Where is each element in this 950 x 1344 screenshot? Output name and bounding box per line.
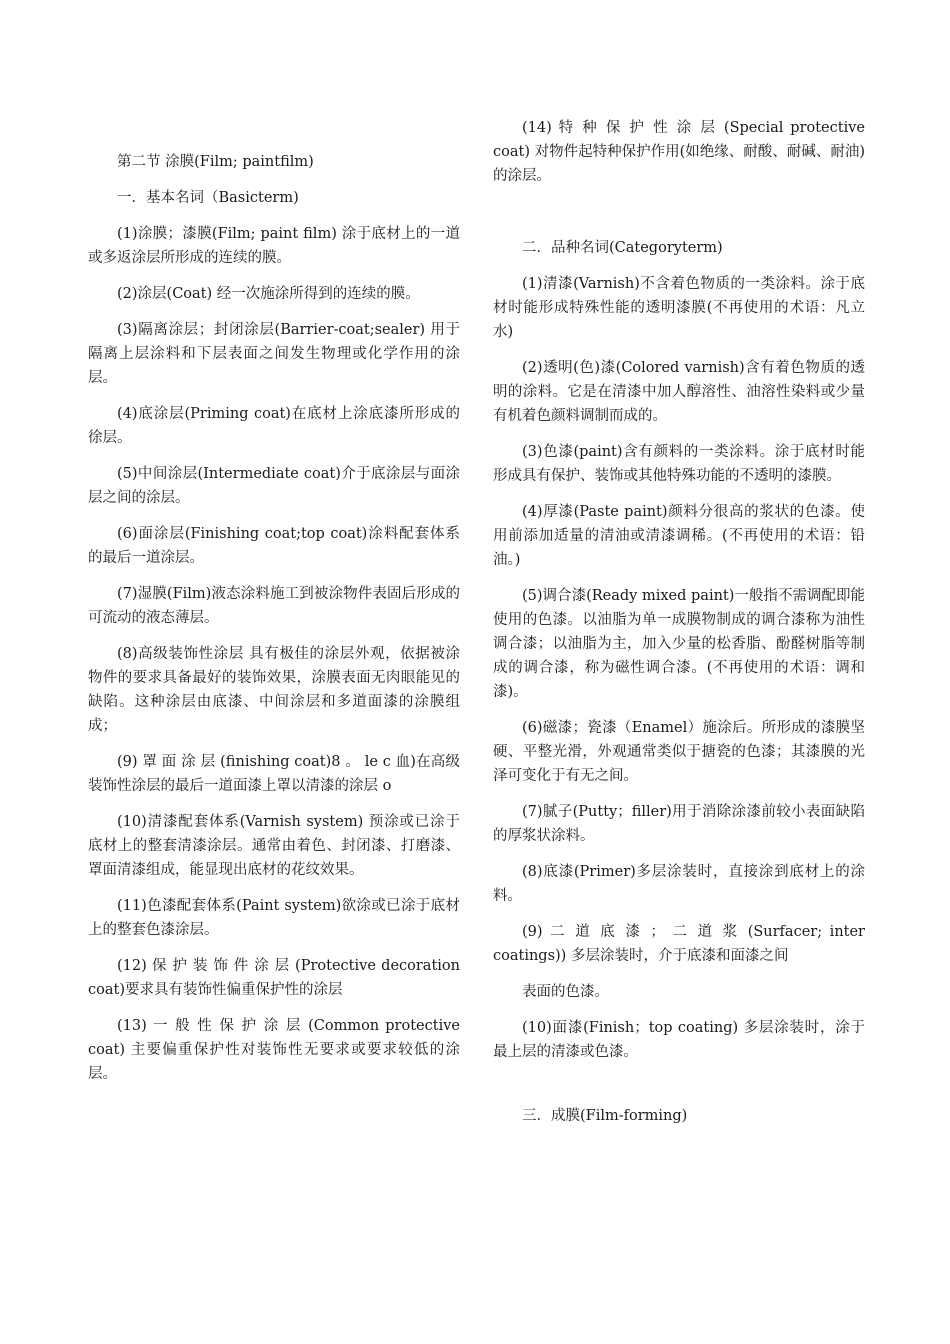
category-paragraph: (7)腻子(Putty；filler)用于消除涂漆前较小表面缺陷的厚浆状涂料。 bbox=[493, 804, 865, 844]
subsection-film-forming: 三．成膜(Film-forming) bbox=[522, 1108, 688, 1124]
category-paragraph: (2)透明(色)漆(Colored varnish)含有着色物质的透明的涂料。它是在清漆中加人醇溶性、油溶性染料或少量有机着色颜料调制而成的。 bbox=[493, 360, 865, 424]
subsection-basic-terms: 一．基本名词（Basicterm) bbox=[117, 190, 299, 206]
category-paragraph: (10)面漆(Finish；top coating) 多层涂装时，涂于最上层的清漆或色漆。 bbox=[493, 1020, 865, 1060]
term-paragraph: (2)涂层(Coat) 经一次施涂所得到的连续的膜。 bbox=[117, 286, 420, 302]
term-paragraph: (10)清漆配套体系(Varnish system) 预涂或已涂于底材上的整套清漆涂层。通常由着色、封闭漆、打磨漆、罩面清漆组成，能显现出底材的花纹效果。 bbox=[88, 814, 460, 878]
term-paragraph: (13) 一 般 性 保 护 涂 层 (Common protective coat) 主要偏重保护性对装饰性无要求或要求较低的涂层。 bbox=[88, 1018, 460, 1082]
category-paragraph: (9) 二 道 底 漆 ； 二 道 浆 (Surfacer; inter coatings)) 多层涂装时，介于底漆和面漆之间 bbox=[493, 924, 865, 964]
term-paragraph: (3)隔离涂层；封闭涂层(Barrier-coat;sealer) 用于隔离上层涂料和下层表面之间发生物理或化学作用的涂层。 bbox=[88, 322, 460, 386]
category-paragraph: (3)色漆(paint)含有颜料的一类涂料。涂于底材时能形成具有保护、装饰或其他特殊功能的不透明的漆膜。 bbox=[493, 444, 865, 484]
term-paragraph: (12) 保 护 装 饰 件 涂 层 (Protective decoration coat)要求具有装饰性偏重保护性的涂层 bbox=[88, 958, 460, 998]
spacer bbox=[493, 200, 865, 236]
term-paragraph: (11)色漆配套体系(Paint system)欲涂或已涂于底材上的整套色漆涂层。 bbox=[88, 898, 460, 938]
term-paragraph: (4)底涂层(Priming coat)在底材上涂底漆所形成的徐层。 bbox=[88, 406, 460, 446]
term-paragraph: (14) 特 种 保 护 性 涂 层 (Special protective coat) 对物件起特种保护作用(如绝缘、耐酸、耐碱、耐油)的涂层。 bbox=[493, 120, 865, 184]
category-paragraph: (5)调合漆(Ready mixed paint)一般指不需调配即能使用的色漆。以油脂为单一成膜物制成的调合漆称为油性调合漆；以油脂为主，加入少量的松香脂、酚醛树脂等制成的调合漆，称为磁性调合漆。(不再使用的术语：调和漆)。 bbox=[493, 588, 865, 700]
subsection-category-terms: 二．品种名词(Categoryterm) bbox=[522, 240, 723, 256]
term-paragraph: (7)湿膜(Film)液态涂料施工到被涂物件表固后形成的可流动的液态薄层。 bbox=[88, 586, 460, 626]
category-paragraph: (4)厚漆(Paste paint)颜料分很高的浆状的色漆。使用前添加适量的清油或清漆调稀。(不再使用的术语：铅油。) bbox=[493, 504, 865, 568]
term-paragraph: (1)涂膜；漆膜(Film; paint film) 涂于底材上的一道或多返涂层所形成的连续的膜。 bbox=[88, 226, 460, 266]
term-paragraph: (6)面涂层(Finishing coat;top coat)涂料配套体系的最后一道涂层。 bbox=[88, 526, 460, 566]
term-paragraph: (9) 罩 面 涂 层 (finishing coat)8 。 le c 血)在高级装饰性涂层的最后一道面漆上罩以清漆的涂层 o bbox=[88, 754, 460, 794]
left-column bbox=[88, 150, 460, 1098]
section-title: 第二节 涂膜(Film; paintfilm) bbox=[117, 154, 314, 170]
category-paragraph: 表面的色漆。 bbox=[522, 984, 609, 1000]
category-paragraph: (6)磁漆；瓷漆（Enamel）施涂后。所形成的漆膜坚硬、平整光滑，外观通常类似于搪瓷的色漆；其漆膜的光泽可变化于有无之间。 bbox=[493, 720, 865, 784]
term-paragraph: (8)高级装饰性涂层 具有极佳的涂层外观，依据被涂物件的要求具备最好的装饰效果，涂膜表面无肉眼能见的缺陷。这种涂层由底漆、中间涂层和多道面漆的涂膜组成； bbox=[88, 646, 460, 734]
term-paragraph: (5)中间涂层(Intermediate coat)介于底涂层与面涂层之间的涂层。 bbox=[88, 466, 460, 506]
category-paragraph: (1)清漆(Varnish)不含着色物质的一类涂料。涂于底材时能形成特殊性能的透明漆膜(不再使用的术语：凡立水) bbox=[493, 276, 865, 340]
spacer bbox=[493, 1076, 865, 1104]
right-column bbox=[493, 116, 865, 1140]
category-paragraph: (8)底漆(Primer)多层涂装时，直接涂到底材上的涂料。 bbox=[493, 864, 865, 904]
